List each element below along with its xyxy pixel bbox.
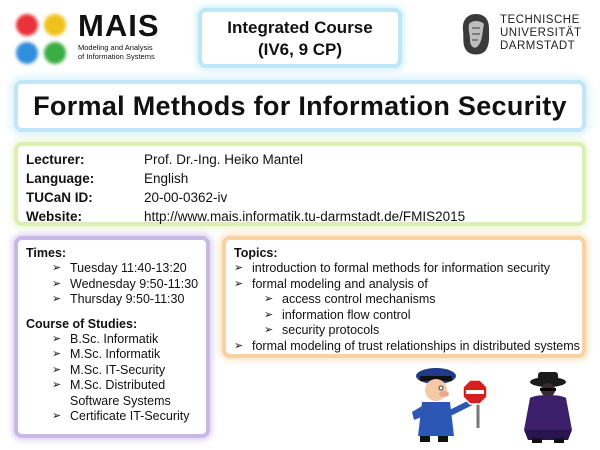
title-box	[14, 80, 586, 132]
subtopic: information flow control	[282, 307, 411, 322]
list-item	[234, 339, 582, 355]
studies-heading: Course of Studies:	[26, 316, 138, 331]
list-item	[234, 277, 582, 293]
list-item	[26, 261, 206, 277]
arrow-bullet-icon: ➢	[234, 277, 244, 290]
arrow-bullet-icon: ➢	[52, 348, 62, 360]
time-slot: Tuesday 11:40-13:20	[70, 261, 187, 275]
arrow-bullet-icon: ➢	[264, 324, 274, 336]
info-row-website	[26, 207, 582, 226]
times-box	[14, 236, 210, 438]
university-line: UNIVERSITÄT	[500, 27, 582, 39]
arrow-bullet-icon: ➢	[234, 262, 244, 274]
arrow-bullet-icon: ➢	[52, 262, 62, 274]
course-credits: (IV6, 9 CP)	[257, 40, 343, 59]
list-item	[26, 347, 206, 363]
university-line: TECHNISCHE	[500, 14, 580, 26]
time-slot: Thursday 9:50-11:30	[70, 292, 185, 306]
list-item	[26, 378, 206, 394]
list-item	[26, 277, 206, 293]
topic: introduction to formal methods for information security	[252, 261, 551, 275]
university-name	[500, 14, 582, 53]
list-item	[26, 409, 206, 425]
yellow-dot	[44, 14, 66, 36]
arrow-bullet-icon: ➢	[52, 332, 62, 345]
info-row-lecturer	[26, 150, 582, 169]
study-program: M.Sc. Distributed	[70, 378, 166, 392]
mais-logo-dots	[14, 12, 68, 66]
mais-subtitle-line: of Information Systems	[78, 52, 155, 61]
info-value: 20-00-0362-iv	[144, 190, 228, 205]
mais-subtitle-line: Modeling and Analysis	[78, 43, 153, 52]
list-item	[26, 332, 206, 348]
study-program: M.Sc. Informatik	[70, 347, 161, 361]
list-item	[26, 363, 206, 379]
arrow-bullet-icon: ➢	[52, 277, 62, 290]
times-heading: Times:	[26, 246, 67, 260]
arrow-bullet-icon: ➢	[52, 293, 62, 305]
mais-wordmark: MAIS	[78, 8, 160, 43]
arrow-bullet-icon: ➢	[264, 293, 274, 305]
topics-heading: Topics:	[234, 246, 278, 260]
green-dot	[44, 42, 66, 64]
arrow-bullet-icon: ➢	[264, 308, 274, 321]
info-value: Prof. Dr.-Ing. Heiko Mantel	[144, 152, 304, 167]
arrow-bullet-icon: ➢	[52, 379, 62, 391]
list-item	[234, 261, 582, 277]
subtopic: security protocols	[282, 323, 380, 337]
spy-icon	[518, 370, 578, 444]
red-dot	[16, 14, 38, 36]
info-key: TUCaN ID:	[26, 190, 93, 205]
study-program: Certificate IT-Security	[70, 409, 190, 423]
topic: formal modeling and analysis of	[252, 276, 428, 291]
info-row-tucan-id	[26, 188, 582, 207]
athena-head-icon	[458, 10, 494, 58]
website-link[interactable]: http://www.mais.informatik.tu-darmstadt.de/FMIS2015	[144, 209, 466, 224]
policeman-stop-sign-icon	[408, 366, 498, 446]
course-title: Formal Methods for Information Security	[33, 91, 567, 121]
list-item	[234, 292, 582, 308]
arrow-bullet-icon: ➢	[52, 363, 62, 376]
study-program: B.Sc. Informatik	[70, 331, 159, 346]
course-type-box	[198, 8, 402, 68]
arrow-bullet-icon: ➢	[234, 339, 244, 352]
topics-box	[222, 236, 586, 358]
list-item	[234, 323, 582, 339]
list-item	[234, 308, 582, 324]
study-program: M.Sc. IT-Security	[70, 362, 166, 377]
info-key: Lecturer:	[26, 152, 85, 167]
topic: formal modeling of trust relationships in distributed systems	[252, 338, 580, 353]
time-slot: Wednesday 9:50-11:30	[70, 276, 199, 291]
list-item	[26, 292, 206, 308]
info-value: English	[144, 171, 189, 186]
info-key: Website:	[26, 209, 83, 224]
blue-dot	[16, 42, 38, 64]
arrow-bullet-icon: ➢	[52, 410, 62, 422]
university-line: DARMSTADT	[500, 40, 576, 52]
info-row-language	[26, 169, 582, 188]
study-program-continuation: Software Systems	[70, 393, 171, 408]
info-key: Language:	[26, 171, 95, 186]
course-type: Integrated Course	[227, 18, 373, 37]
subtopic: access control mechanisms	[282, 292, 436, 306]
mais-subtitle	[78, 43, 155, 61]
course-info-box	[14, 142, 586, 226]
